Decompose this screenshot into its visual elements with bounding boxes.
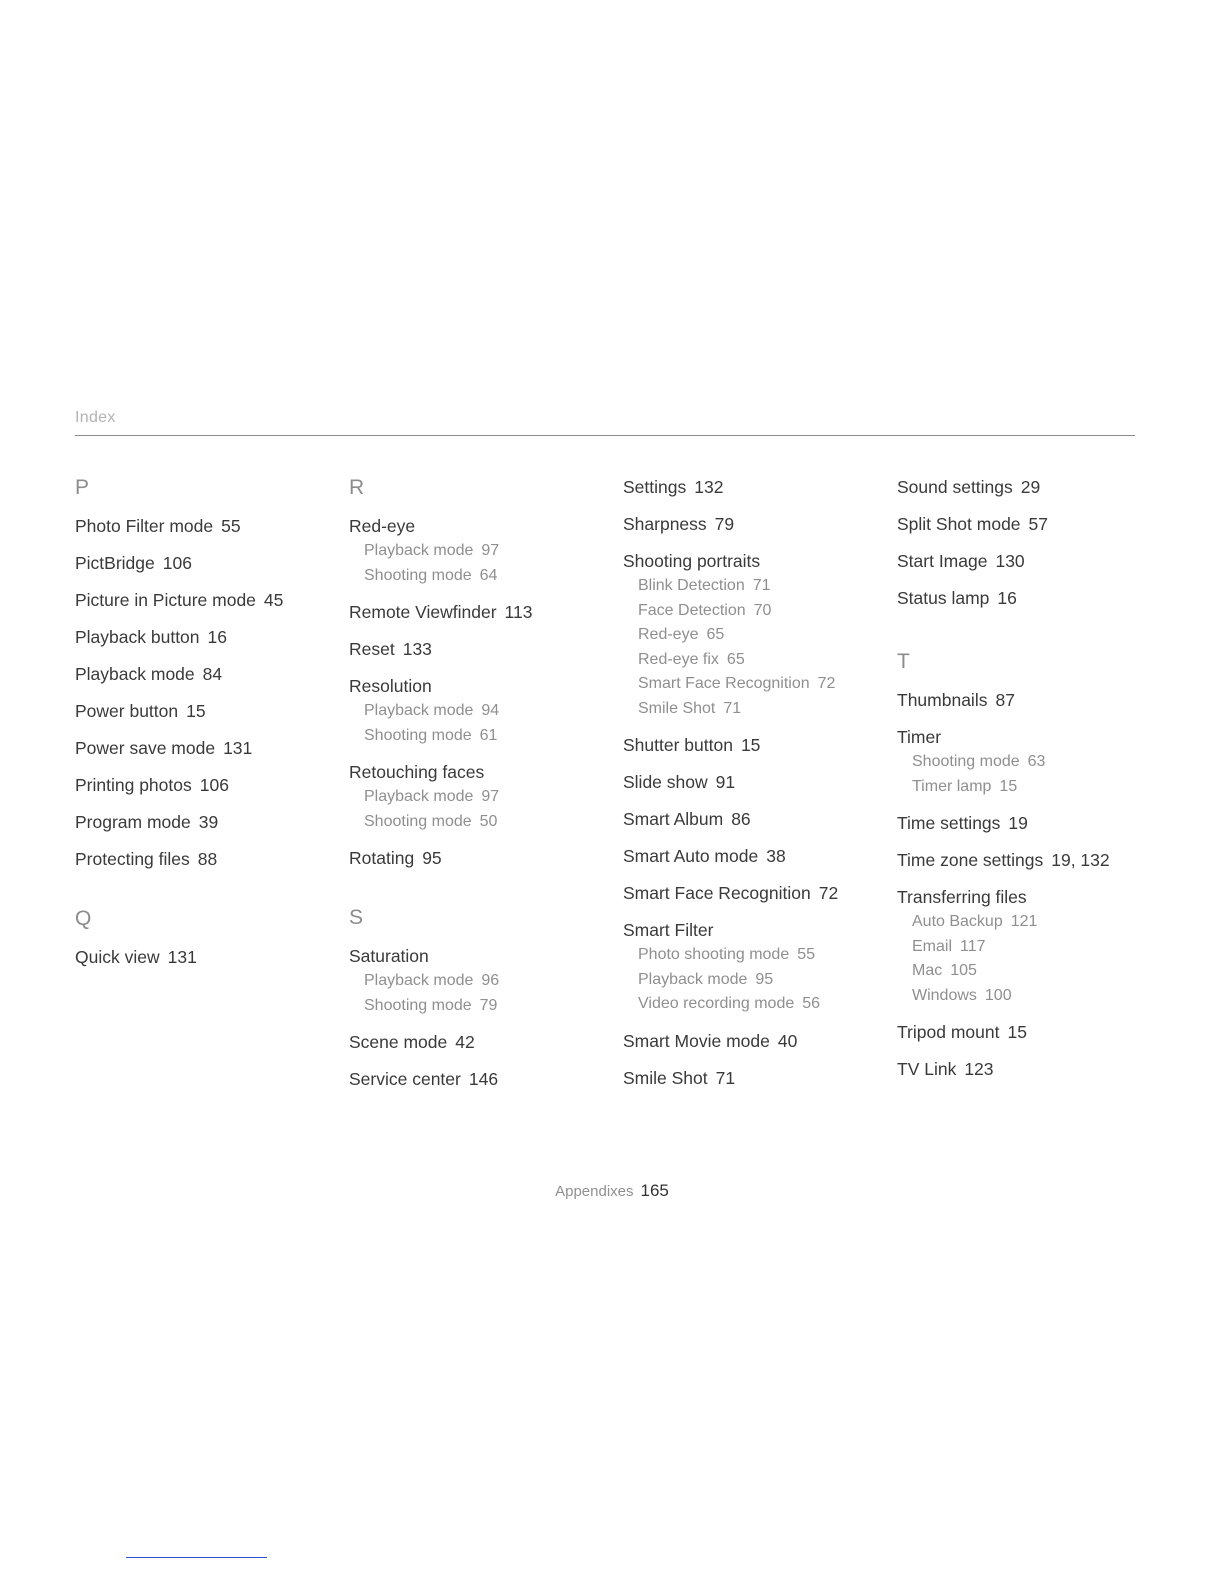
sub-page: 65 — [726, 650, 745, 668]
sub-page: 65 — [706, 626, 725, 643]
section-letter-q: Q — [75, 907, 92, 930]
index-entry — [623, 843, 883, 869]
index-entry — [75, 944, 335, 970]
index-column-4 — [897, 474, 1157, 1093]
sub-page: 55 — [797, 946, 816, 963]
link-underline — [126, 1557, 267, 1558]
page-number: 165 — [640, 1181, 669, 1200]
entry-page: 15 — [740, 735, 761, 755]
entry-page: 19 — [1008, 813, 1028, 833]
section-letter-p: P — [75, 476, 90, 499]
entry-page: 71 — [715, 1067, 736, 1088]
index-entry — [349, 943, 609, 1018]
index-entry — [897, 585, 1157, 611]
entry-term: Time settings — [897, 813, 1001, 833]
entry-term: Red-eye — [349, 516, 416, 536]
entry-term: Rotating — [349, 848, 415, 868]
index-entry — [349, 599, 609, 625]
sub-term: Shooting mode — [364, 566, 472, 584]
sub-term: Timer lamp — [912, 777, 992, 795]
sub-entry — [349, 994, 609, 1019]
footer-section-label: Appendixes — [555, 1183, 634, 1200]
sub-page: 94 — [481, 702, 500, 719]
entry-term: Power save mode — [75, 738, 216, 758]
entry-page: 88 — [197, 849, 218, 869]
sub-page: 56 — [802, 995, 821, 1012]
entry-term: Smile Shot — [623, 1067, 708, 1088]
entry-page: 95 — [422, 848, 442, 868]
entry-term: Remote Viewfinder — [349, 602, 497, 622]
entry-page: 15 — [186, 701, 206, 721]
index-entry — [623, 1028, 883, 1054]
sub-term: Auto Backup — [912, 913, 1003, 930]
entry-term: Photo Filter mode — [75, 516, 214, 536]
index-entry — [897, 1019, 1157, 1045]
index-entry — [897, 474, 1157, 500]
sub-entry — [897, 750, 1157, 775]
sub-page: 96 — [481, 972, 500, 989]
entry-page: 39 — [198, 812, 219, 832]
entry-term: Smart Filter — [623, 920, 714, 940]
index-entry — [623, 732, 883, 758]
entry-term: Time zone settings — [897, 850, 1044, 870]
sub-entry — [623, 968, 883, 993]
entry-term: Resolution — [349, 676, 432, 696]
entry-page: 84 — [202, 664, 223, 684]
index-entry — [897, 724, 1157, 799]
entry-page: 133 — [402, 639, 432, 659]
sub-entry — [349, 724, 609, 749]
sub-entry — [349, 969, 609, 994]
sub-entry — [623, 672, 883, 697]
entry-page: 146 — [468, 1069, 499, 1089]
sub-term: Windows — [912, 986, 977, 1004]
index-entry — [349, 636, 609, 662]
sub-term: Email — [912, 937, 953, 955]
index-entry — [897, 1056, 1157, 1082]
entry-page: 15 — [1007, 1022, 1027, 1042]
sub-page: 64 — [479, 566, 498, 584]
index-entry — [623, 474, 883, 500]
entry-term: Saturation — [349, 946, 429, 966]
entry-term: Service center — [349, 1069, 461, 1089]
entry-term: Quick view — [75, 947, 160, 967]
entry-term: Smart Movie mode — [623, 1030, 770, 1051]
entry-page: 132 — [694, 477, 724, 497]
index-entry — [349, 1029, 609, 1055]
entry-page: 72 — [818, 883, 839, 903]
sub-entry — [349, 699, 609, 724]
entry-page: 106 — [162, 553, 192, 573]
entry-term: Program mode — [75, 812, 191, 832]
entry-page: 87 — [995, 690, 1015, 710]
index-entry — [349, 673, 609, 748]
index-entry — [75, 661, 335, 687]
sub-term: Shooting mode — [912, 753, 1020, 770]
section-letter-r: R — [349, 476, 365, 499]
sub-page: 15 — [999, 777, 1018, 795]
page-title: Index — [75, 409, 116, 426]
entry-page: 91 — [715, 772, 736, 792]
sub-page: 79 — [479, 996, 498, 1014]
index-entry — [75, 735, 335, 761]
index-entry — [349, 845, 609, 871]
index-entry — [897, 810, 1157, 836]
index-entry — [75, 587, 335, 613]
entry-page: 86 — [731, 809, 751, 829]
sub-entry — [623, 574, 883, 599]
entry-term: Thumbnails — [897, 690, 988, 710]
sub-term: Face Detection — [638, 601, 746, 619]
index-column-1 — [75, 474, 335, 981]
index-column-2 — [349, 474, 609, 1103]
entry-term: Timer — [897, 727, 942, 747]
sub-entry — [623, 943, 883, 968]
sub-page: 72 — [817, 675, 836, 692]
sub-page: 95 — [755, 970, 774, 988]
sub-term: Smart Face Recognition — [638, 675, 810, 692]
index-entry — [75, 550, 335, 576]
entry-page: 79 — [714, 514, 735, 534]
entry-term: Shooting portraits — [623, 551, 761, 571]
entry-term: Settings — [623, 477, 687, 497]
entry-term: Playback mode — [75, 664, 195, 684]
sub-page: 105 — [950, 962, 977, 979]
sub-entry — [349, 810, 609, 835]
sub-term: Smile Shot — [638, 699, 716, 717]
sub-page: 71 — [723, 699, 742, 717]
sub-entry — [897, 775, 1157, 800]
index-entry — [623, 511, 883, 537]
index-entry — [623, 769, 883, 795]
index-entry — [897, 548, 1157, 574]
index-entry — [897, 511, 1157, 537]
sub-entry — [897, 910, 1157, 935]
sub-entry — [349, 785, 609, 810]
entry-term: Picture in Picture mode — [75, 590, 256, 610]
entry-term: Sound settings — [897, 477, 1013, 497]
entry-term: Scene mode — [349, 1032, 448, 1052]
sub-term: Playback mode — [364, 702, 474, 719]
entry-term: Reset — [349, 639, 395, 659]
entry-term: Protecting files — [75, 849, 190, 869]
sub-page: 117 — [960, 937, 986, 955]
entry-page: 131 — [167, 947, 197, 967]
entry-term: Power button — [75, 701, 179, 721]
entry-page: 131 — [223, 738, 253, 758]
sub-term: Photo shooting mode — [638, 946, 790, 963]
index-entry — [623, 917, 883, 1017]
sub-entry — [623, 648, 883, 673]
index-entry — [623, 806, 883, 832]
entry-page: 29 — [1020, 477, 1041, 497]
sub-entry — [349, 539, 609, 564]
sub-term: Mac — [912, 962, 943, 979]
entry-term: Smart Auto mode — [623, 846, 759, 866]
section-letter-t: T — [897, 650, 910, 673]
index-entry — [75, 698, 335, 724]
index-entry — [897, 884, 1157, 1008]
index-columns — [75, 474, 1135, 1114]
sub-entry — [623, 697, 883, 722]
sub-term: Playback mode — [364, 542, 474, 559]
sub-entry — [623, 992, 883, 1017]
index-entry — [623, 1065, 883, 1091]
entry-term: Sharpness — [623, 514, 707, 534]
index-entry — [349, 513, 609, 588]
sub-term: Red-eye — [638, 626, 699, 643]
index-entry — [75, 624, 335, 650]
sub-page: 97 — [481, 788, 500, 805]
entry-page: 123 — [964, 1059, 994, 1079]
sub-entry — [349, 564, 609, 589]
index-entry — [75, 513, 335, 539]
page-header — [75, 409, 1135, 436]
entry-page: 55 — [221, 516, 241, 536]
entry-term: Status lamp — [897, 588, 990, 608]
sub-page: 100 — [984, 986, 1012, 1004]
sub-term: Playback mode — [364, 788, 474, 805]
sub-page: 70 — [753, 601, 772, 619]
index-entry — [75, 809, 335, 835]
entry-term: Retouching faces — [349, 762, 485, 782]
section-letter-s: S — [349, 906, 364, 929]
sub-term: Video recording mode — [638, 995, 795, 1012]
entry-term: Start Image — [897, 551, 988, 571]
sub-term: Shooting mode — [364, 996, 472, 1014]
entry-page: 40 — [777, 1030, 798, 1051]
entry-term: Tripod mount — [897, 1022, 1000, 1042]
index-entry — [349, 1066, 609, 1092]
sub-page: 121 — [1010, 913, 1038, 930]
sub-entry — [897, 959, 1157, 984]
sub-page: 50 — [479, 812, 498, 830]
index-entry — [897, 847, 1157, 873]
sub-page: 63 — [1027, 753, 1046, 770]
index-entry — [349, 759, 609, 834]
entry-page: 38 — [766, 846, 786, 866]
entry-term: TV Link — [897, 1059, 957, 1079]
entry-page: 16 — [997, 588, 1017, 608]
entry-term: Playback button — [75, 627, 200, 647]
entry-term: Slide show — [623, 772, 708, 792]
entry-term: Smart Face Recognition — [623, 883, 811, 903]
sub-term: Playback mode — [364, 972, 474, 989]
sub-page: 97 — [481, 542, 500, 559]
index-entry — [623, 880, 883, 906]
sub-entry — [623, 623, 883, 648]
entry-term: Smart Album — [623, 809, 724, 829]
entry-page: 57 — [1028, 514, 1049, 534]
entry-page: 16 — [207, 627, 227, 647]
entry-term: Transferring files — [897, 887, 1027, 907]
entry-page: 106 — [199, 775, 229, 795]
sub-page: 71 — [752, 577, 771, 594]
page-footer — [0, 1181, 1224, 1201]
sub-entry — [897, 935, 1157, 960]
index-entry — [75, 772, 335, 798]
sub-term: Red-eye fix — [638, 650, 719, 668]
index-entry — [75, 846, 335, 872]
index-column-3 — [623, 474, 883, 1102]
sub-entry — [623, 599, 883, 624]
entry-term: Printing photos — [75, 775, 192, 795]
sub-term: Shooting mode — [364, 726, 472, 744]
entry-term: Shutter button — [623, 735, 733, 755]
index-entry — [623, 548, 883, 721]
entry-page: 130 — [995, 551, 1025, 571]
sub-entry — [897, 984, 1157, 1009]
sub-term: Playback mode — [638, 970, 748, 988]
entry-page: 42 — [455, 1032, 475, 1052]
sub-term: Blink Detection — [638, 577, 745, 594]
entry-page: 45 — [263, 590, 284, 610]
entry-term: Split Shot mode — [897, 514, 1021, 534]
entry-page: 19, 132 — [1051, 850, 1110, 870]
entry-term: PictBridge — [75, 553, 155, 573]
sub-page: 61 — [479, 726, 498, 744]
entry-page: 113 — [504, 602, 533, 622]
sub-term: Shooting mode — [364, 812, 472, 830]
index-entry — [897, 687, 1157, 713]
